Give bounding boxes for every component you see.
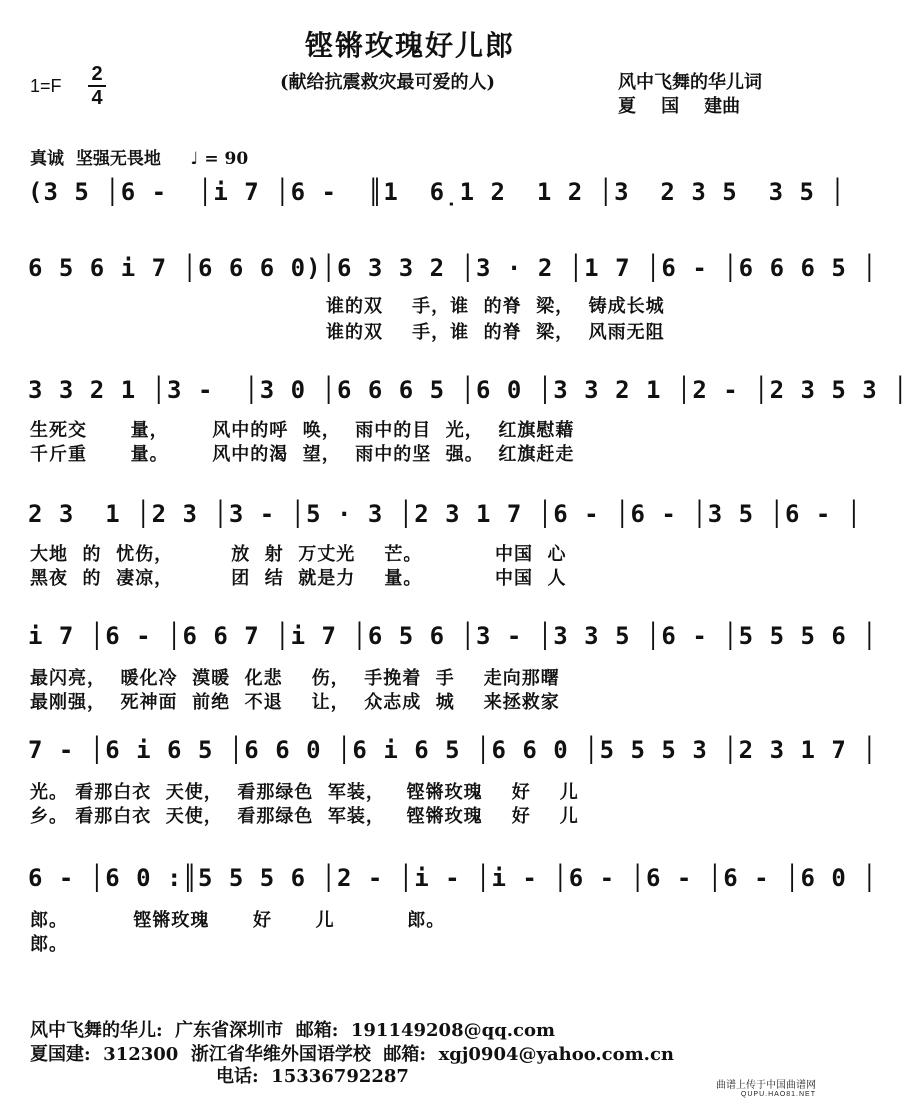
lyric-verse-2: 最刚强， 死神面 前绝 不退 让， 众志成 城 来拯救家 — [30, 692, 560, 713]
watermark-main: 曲谱上传于中国曲谱网 — [716, 1080, 816, 1091]
watermark-sub: QUPU.HAO81.NET — [740, 1091, 816, 1098]
lyric-verse-2: 千斤重 量。 风中的渴 望， 雨中的坚 强。 红旗赶走 — [30, 444, 575, 465]
footer-phone: 电话: 15336792287 — [216, 1066, 409, 1087]
lyric-verse-1: 最闪亮， 暖化冷 漠暖 化悲 伤， 手挽着 手 走向那曙 — [30, 668, 560, 689]
lyric-verse-1: 大地 的 忧伤， 放 射 万丈光 芒。 中国 心 — [30, 544, 567, 565]
lyric-verse-2: 郎。 — [30, 934, 68, 955]
lyric-verse-1: 光。 看那白衣 天使， 看那绿色 军装， 铿锵玫瑰 好 儿 — [30, 782, 579, 803]
subtitle: (献给抗震救灾最可爱的人) — [280, 72, 496, 93]
page-title: 铿锵玫瑰好儿郎 — [304, 29, 515, 62]
lyric-verse-2: 谁的双 手，谁 的脊 梁， 风雨无阻 — [326, 322, 665, 343]
key-signature: 1=F — [30, 76, 62, 96]
lyric-verse-2: 乡。 看那白衣 天使， 看那绿色 军装， 铿锵玫瑰 好 儿 — [30, 806, 579, 827]
notation-line: (3 5 │6 - │i 7 │6 - ║1 6̣1 2 1 2 │3 2 3 5 3 5 │ — [28, 178, 846, 206]
time-signature-bottom: 4 — [91, 87, 103, 109]
time-signature — [88, 64, 106, 108]
notation-line: 3 3 2 1 │3 - │3 0 │6 6 6 5 │6 0 │3 3 2 1 │2 - │2 3 5 3 │ — [28, 376, 909, 404]
notation-line: i 7 │6 - │6 6 7 │i 7 │6 5 6 │3 - │3 3 5 │6 - │5 5 5 6 │ — [28, 622, 878, 650]
footer-composer-contact: 夏国建: 312300 浙江省华维外国语学校 邮箱: xgj0904@yahoo.com.cn — [30, 1044, 674, 1065]
tempo-marking: 真诚 坚强无畏地 ♩ = 90 — [30, 149, 249, 169]
lyric-verse-2: 黑夜 的 凄凉， 团 结 就是力 量。 中国 人 — [30, 568, 567, 589]
notation-line: 7 - │6 i 6 5 │6 6 0 │6 i 6 5 │6 6 0 │5 5 5 3 │2 3 1 7 │ — [28, 736, 878, 764]
lyric-verse-1: 谁的双 手，谁 的脊 梁， 铸成长城 — [326, 296, 665, 317]
site-watermark — [716, 1076, 816, 1098]
time-signature-top: 2 — [91, 63, 103, 85]
notation-line: 6 - │6 0 :║5 5 5 6 │2 - │i - │i - │6 - │6 - │6 - │6 0 │ — [28, 864, 878, 892]
notation-line: 2 3 1 │2 3 │3 - │5 · 3 │2 3 1 7 │6 - │6 - │3 5 │6 - │ — [28, 500, 863, 528]
composer-credit: 夏 国 建曲 — [618, 96, 741, 117]
footer-lyricist-contact: 风中飞舞的华儿: 广东省深圳市 邮箱: 191149208@qq.com — [30, 1020, 556, 1041]
lyricist-credit: 风中飞舞的华儿词 — [618, 72, 762, 93]
lyric-verse-1: 生死交 量， 风中的呼 唤， 雨中的目 光， 红旗慰藉 — [30, 420, 575, 441]
lyric-verse-1: 郎。 铿锵玫瑰 好 儿 郎。 — [30, 910, 446, 931]
notation-line: 6 5 6 i 7 │6 6 6 0)│6 3 3 2 │3 · 2 │1 7 │6 - │6 6 6 5 │ — [28, 254, 878, 282]
